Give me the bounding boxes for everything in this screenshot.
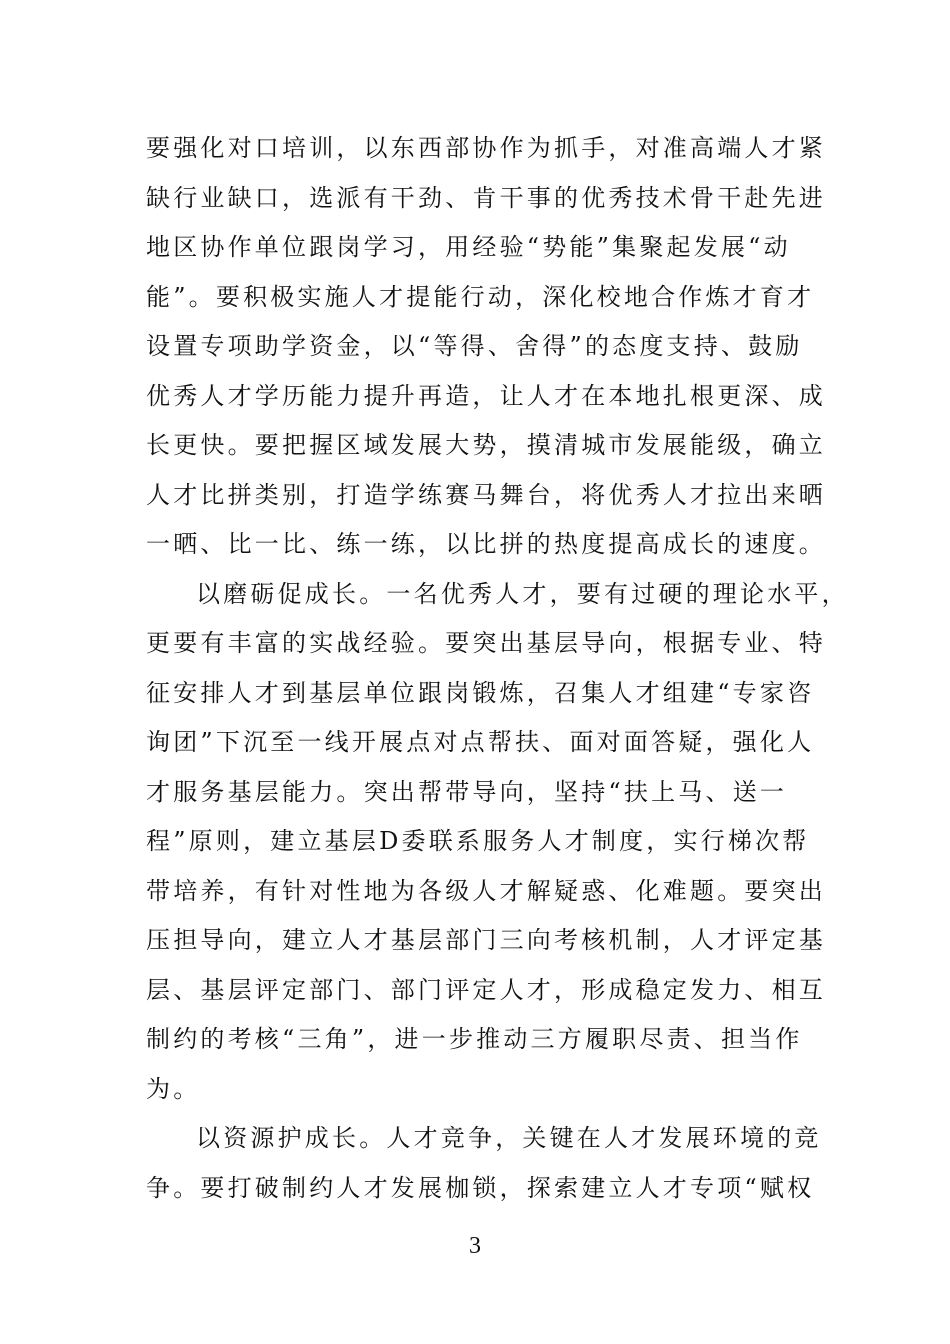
paragraph-1-line-9: 一晒、比一比、练一练，以比拼的热度提高成长的速度。 (146, 530, 826, 558)
paragraph-2-line-4: 询团”下沉至一线开展点对点帮扶、面对面答疑，强化人 (146, 728, 815, 756)
paragraph-1-line-1: 要强化对口培训，以东西部协作为抓手，对准高端人才紧 (146, 134, 826, 162)
paragraph-2-line-3: 征安排人才到基层单位跟岗锻炼，召集人才组建“专家咨 (146, 678, 815, 707)
paragraph-2-line-9: 层、基层评定部门、部门评定人才，形成稳定发力、相互 (146, 975, 826, 1004)
paragraph-2-line-5: 才服务基层能力。突出帮带导向，坚持“扶上马、送一 (146, 777, 788, 806)
paragraph-2-line-6: 程”原则，建立基层D委联系服务人才制度，实行梯次帮 (146, 827, 810, 855)
paragraph-2-line-8: 压担导向，建立人才基层部门三向考核机制，人才评定基 (146, 926, 826, 954)
paragraph-1-line-2: 缺行业缺口，选派有干劲、肯干事的优秀技术骨干赴先进 (146, 183, 826, 212)
paragraph-2-line-2: 更要有丰富的实战经验。要突出基层导向，根据专业、特 (146, 629, 826, 657)
paragraph-1-line-8: 人才比拼类别，打造学练赛马舞台，将优秀人才拉出来晒 (146, 480, 826, 509)
page-number: 3 (469, 1233, 481, 1259)
paragraph-1-line-4: 能”。要积极实施人才提能行动，深化校地合作炼才育才 (146, 282, 815, 311)
paragraph-2-line-7: 带培养，有针对性地为各级人才解疑惑、化难题。要突出 (146, 876, 826, 905)
body-text (146, 124, 849, 1213)
paragraph-1-line-5: 设置专项助学资金，以“等得、舍得”的态度支持、鼓励 (146, 332, 803, 360)
paragraph-2-line-10: 制约的考核“三角”，进一步推动三方履职尽责、担当作 (146, 1025, 803, 1053)
paragraph-1-line-6: 优秀人才学历能力提升再造，让人才在本地扎根更深、成 (146, 381, 826, 410)
paragraph-3-line-1: 以资源护成长。人才竞争，关键在人才发展环境的竞 (196, 1124, 822, 1152)
paragraph-2-line-11: 为。 (146, 1074, 201, 1103)
paragraph-3-line-2: 争。要打破制约人才发展枷锁，探索建立人才专项“赋权 (146, 1173, 815, 1202)
paragraph-1-line-7: 长更快。要把握区域发展大势，摸清城市发展能级，确立 (146, 431, 826, 459)
paragraph-1-line-3: 地区协作单位跟岗学习，用经验“势能”集聚起发展“动 (146, 233, 791, 261)
paragraph-2-line-1: 以磨砺促成长。一名优秀人才，要有过硬的理论水平， (196, 579, 849, 608)
